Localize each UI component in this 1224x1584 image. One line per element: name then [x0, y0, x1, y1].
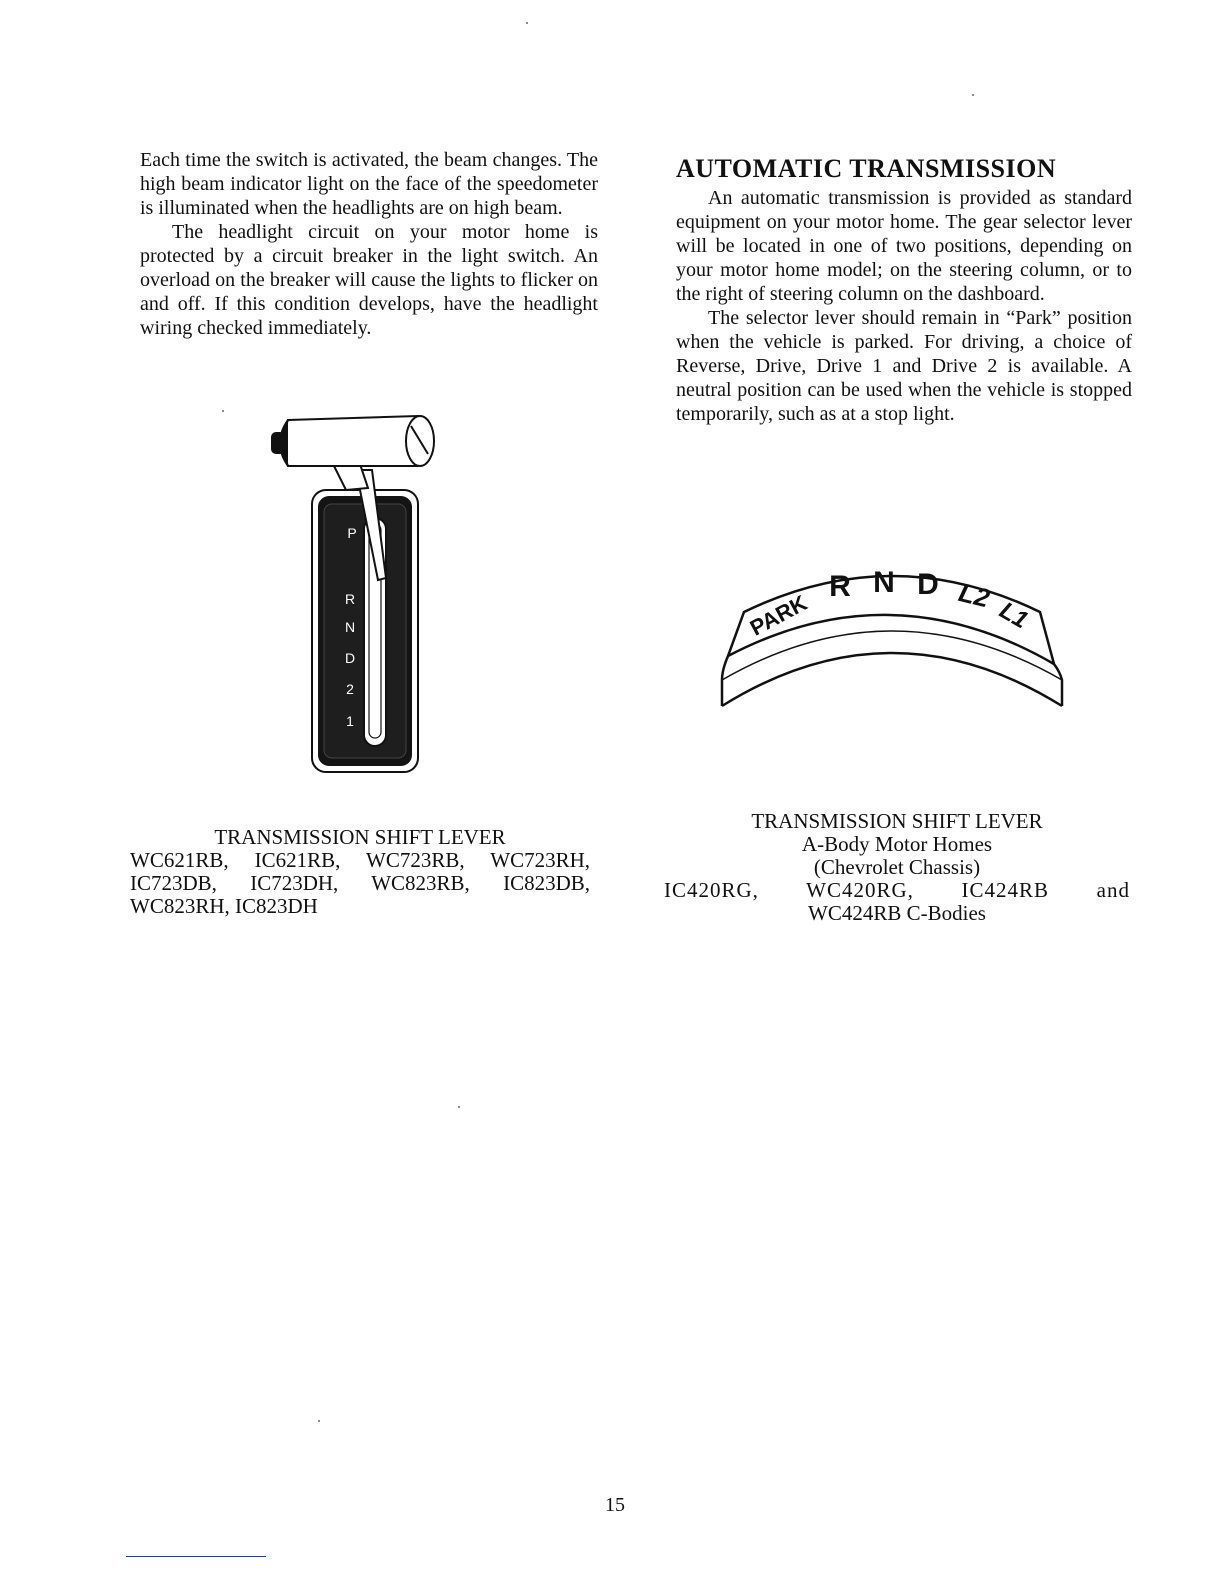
section-heading: AUTOMATIC TRANSMISSION	[676, 154, 1057, 183]
scan-speck	[222, 410, 224, 412]
gear-label-n: N	[344, 619, 356, 635]
caption-left-line2: IC723DB, IC723DH, WC823RB, IC823DB,	[130, 871, 590, 895]
caption-right-line2: (Chevrolet Chassis)	[813, 855, 981, 879]
page-number: 15	[605, 1494, 625, 1516]
caption-right-line4: WC424RB C-Bodies	[808, 901, 986, 925]
paragraph-automatic-transmission: An automatic transmission is provided as standard equipment on your motor home. The gear selector lever will be located in one of two positions, depending on your motor home model; on the steering column, or to the right of steering column on the dashboard.	[676, 187, 1132, 305]
dial-label-l1: L1	[994, 596, 1033, 635]
caption-left-line1: WC621RB, IC621RB, WC723RB, WC723RH,	[130, 848, 590, 872]
caption-left-title: TRANSMISSION SHIFT LEVER	[214, 825, 506, 849]
dial-label-d: D	[917, 568, 939, 601]
paragraph-selector-lever: The selector lever should remain in “Park” position when the vehicle is parked. For driving, a choice of Reverse, Drive, Drive 1 and Drive 2 is available. A neutral position can be used when the vehicle is stopped temporarily, such as at a stop light.	[676, 307, 1132, 425]
footer-rule	[126, 1556, 266, 1557]
caption-left	[130, 826, 590, 918]
scan-speck	[972, 94, 974, 96]
gear-label-r: R	[344, 591, 356, 607]
caption-right-title: TRANSMISSION SHIFT LEVER	[751, 809, 1043, 833]
dial-label-r: R	[829, 570, 851, 603]
caption-right	[664, 810, 1130, 925]
scan-speck	[526, 22, 528, 24]
scan-speck	[318, 1420, 320, 1422]
dial-label-l2: L2	[955, 577, 993, 614]
dial-label-park: PARK	[745, 590, 812, 641]
paragraph-headlight-circuit: The headlight circuit on your motor home is protected by a circuit breaker in the light switch. An overload on the breaker will cause the lights to flicker on and off. If this condition develops, have the headlight wiring checked immediately.	[140, 221, 598, 339]
gear-label-d: D	[344, 650, 356, 666]
gear-label-2: 2	[346, 681, 354, 697]
caption-right-line1: A-Body Motor Homes	[801, 832, 993, 856]
dial-label-n: N	[873, 566, 895, 599]
paragraph-high-beam: Each time the switch is activated, the beam changes. The high beam indicator light on the face of the speedometer is illuminated when the headlights are on high beam.	[140, 149, 598, 219]
caption-left-line3: WC823RH, IC823DH	[130, 894, 318, 918]
gear-dial-illustration	[712, 560, 1072, 710]
shift-lever-illustration	[268, 408, 448, 778]
scan-speck	[458, 1106, 460, 1108]
caption-right-line3: IC420RG, WC420RG, IC424RB and	[664, 878, 1130, 902]
right-column-text	[676, 154, 1132, 426]
left-column-text	[140, 148, 598, 340]
gear-label-1: 1	[346, 713, 354, 729]
gear-label-p: P	[347, 525, 357, 541]
